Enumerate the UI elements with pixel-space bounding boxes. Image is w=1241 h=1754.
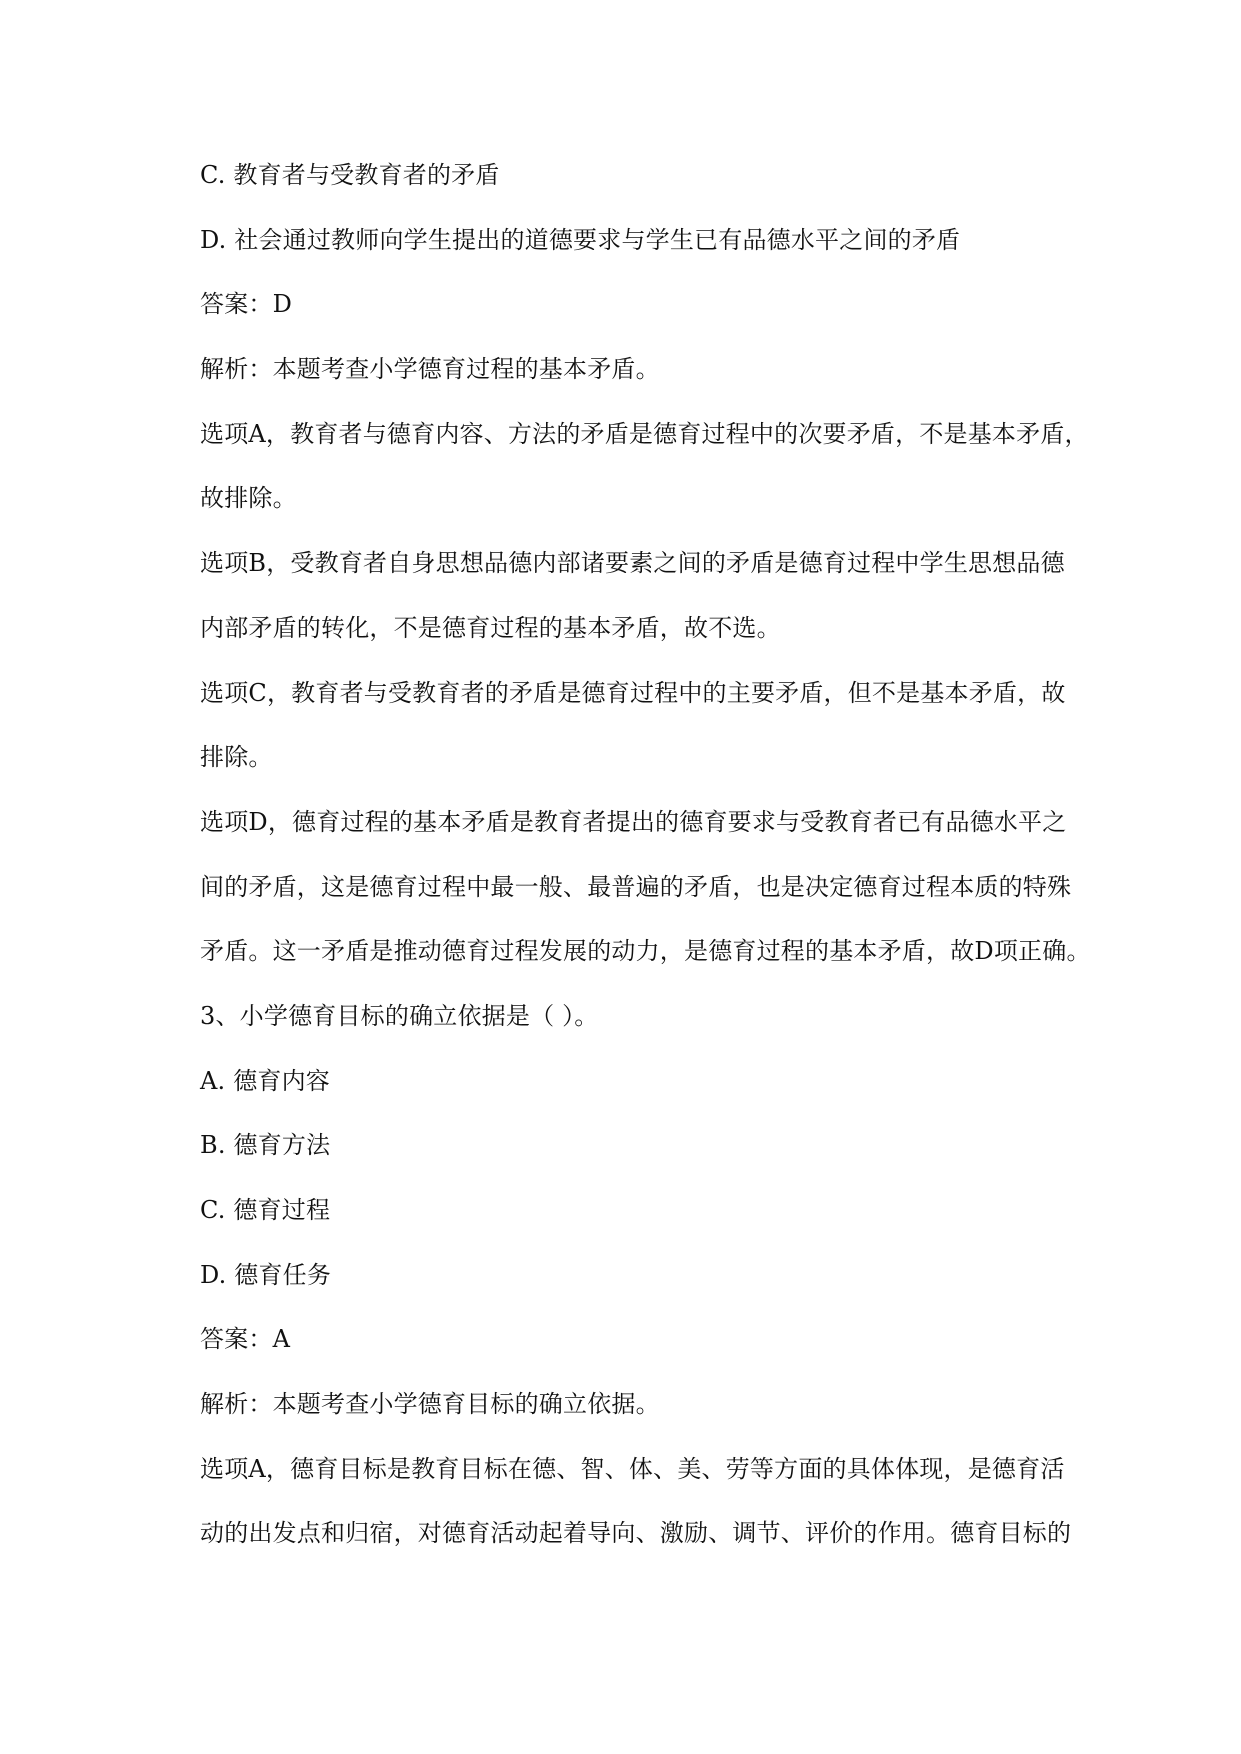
- option-b-text: B. 德育方法: [200, 1131, 331, 1160]
- option-d-text: D. 社会通过教师向学生提出的道德要求与学生已有品德水平之间的矛盾: [200, 225, 961, 254]
- paragraph-line: 动的出发点和归宿，对德育活动起着导向、激励、调节、评价的作用。德育目标的: [200, 1519, 1072, 1548]
- paragraph-line: 选项D，德育过程的基本矛盾是教育者提出的德育要求与受教育者已有品德水平之: [200, 807, 1067, 836]
- option-c-text: C. 教育者与受教育者的矛盾: [200, 161, 500, 189]
- paragraph-line: 选项A，教育者与德育内容、方法的矛盾是德育过程中的次要矛盾，不是基本矛盾，: [200, 419, 1089, 448]
- paragraph-line: 间的矛盾，这是德育过程中最一般、最普遍的矛盾，也是决定德育过程本质的特殊: [200, 872, 1072, 901]
- paragraph-line: 故排除。: [200, 484, 297, 513]
- option-a-text: A. 德育内容: [200, 1066, 330, 1095]
- paragraph-line: 选项A，德育目标是教育目标在德、智、体、美、劳等方面的具体体现，是德育活: [200, 1454, 1065, 1483]
- paragraph-line: 排除。: [200, 743, 273, 772]
- paragraph-line: 内部矛盾的转化，不是德育过程的基本矛盾，故不选。: [200, 613, 781, 642]
- paragraph-line: 选项B，受教育者自身思想品德内部诸要素之间的矛盾是德育过程中学生思想品德: [200, 549, 1065, 578]
- option-c-text: C. 德育过程: [200, 1196, 331, 1224]
- answer-line: 答案：D: [200, 290, 293, 319]
- question-3-stem: 3、小学德育目标的确立依据是（ ）。: [200, 1001, 599, 1030]
- analysis-line: 解析：本题考查小学德育目标的确立依据。: [200, 1390, 660, 1419]
- paragraph-line: 选项C，教育者与受教育者的矛盾是德育过程中的主要矛盾，但不是基本矛盾，故: [200, 678, 1066, 707]
- option-d-text: D. 德育任务: [200, 1260, 332, 1289]
- analysis-line: 解析：本题考查小学德育过程的基本矛盾。: [200, 355, 660, 384]
- paragraph-line: 矛盾。这一矛盾是推动德育过程发展的动力，是德育过程的基本矛盾，故D项正确。: [200, 937, 1091, 966]
- answer-line: 答案：A: [200, 1325, 291, 1354]
- document-body: [200, 143, 1090, 1566]
